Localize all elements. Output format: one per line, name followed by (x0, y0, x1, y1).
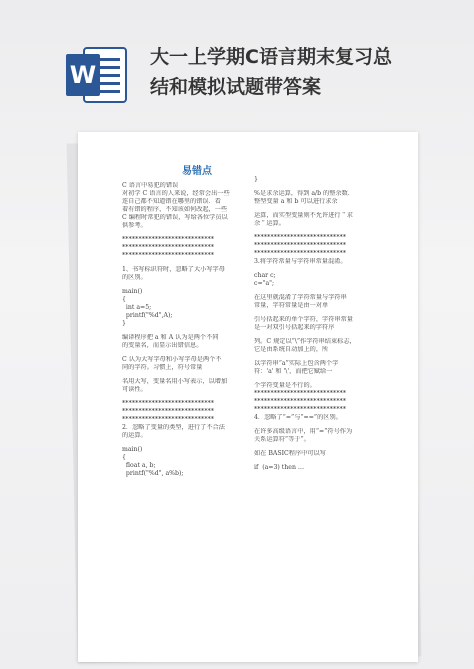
text-line: C 语言中易犯的错误 (122, 182, 179, 189)
text-line: 引号括起来的单个字符，字符串常量 (254, 316, 353, 323)
text-line: 编译程序把 a 和 A 认为是两个不同 (122, 334, 219, 341)
text-line: main() (122, 446, 143, 453)
title-line-1: 大一上学期C语言期末复习总 (150, 46, 392, 68)
section-heading: 易错点 (182, 166, 212, 177)
text-line: 4．忽略了“=”与“==”的区别。 (254, 414, 342, 421)
document-page (78, 132, 418, 662)
text-line: 对初学 C 语言的人来说，经常会出一些 (122, 190, 230, 197)
text-line: 的变量名，而显示出错信息。 (122, 342, 203, 349)
text-line: 整型变量 a 和 b 可以进行求余 (254, 198, 338, 205)
text-line: 的运算。 (122, 432, 147, 439)
text-line: 是一对双引号括起来的字符序 (254, 324, 335, 331)
text-line: 列。C 规定以“\”作字符串结束标志， (254, 338, 356, 345)
text-line: **************************** (254, 242, 347, 249)
text-line: 在这里就混淆了字符常量与字符串 (254, 294, 347, 301)
text-line: 常量，字符常量是由一对单 (254, 302, 329, 309)
text-line: 的区别。 (122, 274, 147, 281)
text-line: 运算，而实型变量则不允许进行＂求 (254, 212, 353, 219)
text-line: **************************** (254, 398, 347, 405)
text-line: printf("%d",A); (122, 312, 173, 319)
text-line: printf("%d", a%b); (122, 470, 184, 477)
text-line: int a=5; (122, 304, 152, 311)
text-line: { (122, 454, 126, 461)
text-line: float a, b; (122, 462, 156, 469)
text-line: **************************** (122, 236, 215, 243)
text-line: C 编程时常犯的错误，写给各位学员以 (122, 214, 228, 221)
text-line: **************************** (122, 416, 215, 423)
left-column (122, 182, 246, 478)
text-line: 如在 BASIC程序中可以写 (254, 450, 326, 457)
text-line: } (122, 320, 126, 327)
text-line: 关系运算符“等于”。 (254, 436, 310, 443)
text-line: **************************** (122, 400, 215, 407)
text-line: char c; (254, 272, 276, 279)
text-line: %是求余运算，得到 a/b 的整余数． (254, 190, 354, 197)
text-line: if (a=3) then … (254, 464, 305, 471)
text-line: 它是由系统自动加上的，所 (254, 346, 329, 353)
word-document-icon (66, 46, 128, 104)
text-line: } (254, 176, 258, 183)
text-line: 着有错的程序，不知该如何改起，一些 (122, 206, 228, 213)
text-line: c="a"; (254, 280, 275, 287)
text-line: **************************** (254, 234, 347, 241)
text-line: 1、书写标识符时，忽略了大小写字母 (122, 266, 225, 273)
text-line: **************************** (122, 408, 215, 415)
text-line: 可读性。 (122, 386, 147, 393)
text-line: 连自己都不知道错在哪里的错误．看 (122, 198, 221, 205)
text-line: main() (122, 288, 143, 295)
text-line: 符：'a' 和 '\'，而把它赋给一 (254, 368, 333, 375)
text-line: 同的字符。习惯上，符号常量 (122, 364, 203, 371)
text-line: C 认为大写字母和小写字母是两个不 (122, 356, 222, 363)
text-line: **************************** (254, 390, 347, 397)
text-line: 3.将字符常量与字符串常量混淆。 (254, 258, 347, 265)
text-line: **************************** (254, 406, 347, 413)
text-line: **************************** (122, 244, 215, 251)
right-column (254, 176, 384, 472)
page-title (150, 42, 460, 102)
text-line: 2．忽略了变量的类型，进行了不合法 (122, 424, 225, 431)
title-line-2: 结和模拟试题带答案 (150, 76, 322, 98)
text-line: 余＂运算。 (254, 220, 285, 227)
text-line: 名用大写，变量名用小写表示，以增加 (122, 378, 228, 385)
text-line: **************************** (122, 252, 215, 259)
text-line: 个字符变量是不行的。 (254, 382, 316, 389)
svg-text:W: W (69, 61, 97, 89)
text-line: { (122, 296, 126, 303)
text-line: 以字符串“a”实际上包含两个字 (254, 360, 339, 367)
text-line: **************************** (254, 250, 347, 257)
text-line: 供参考。 (122, 222, 147, 229)
text-line: 在许多高级语言中，用“=”符号作为 (254, 428, 353, 435)
